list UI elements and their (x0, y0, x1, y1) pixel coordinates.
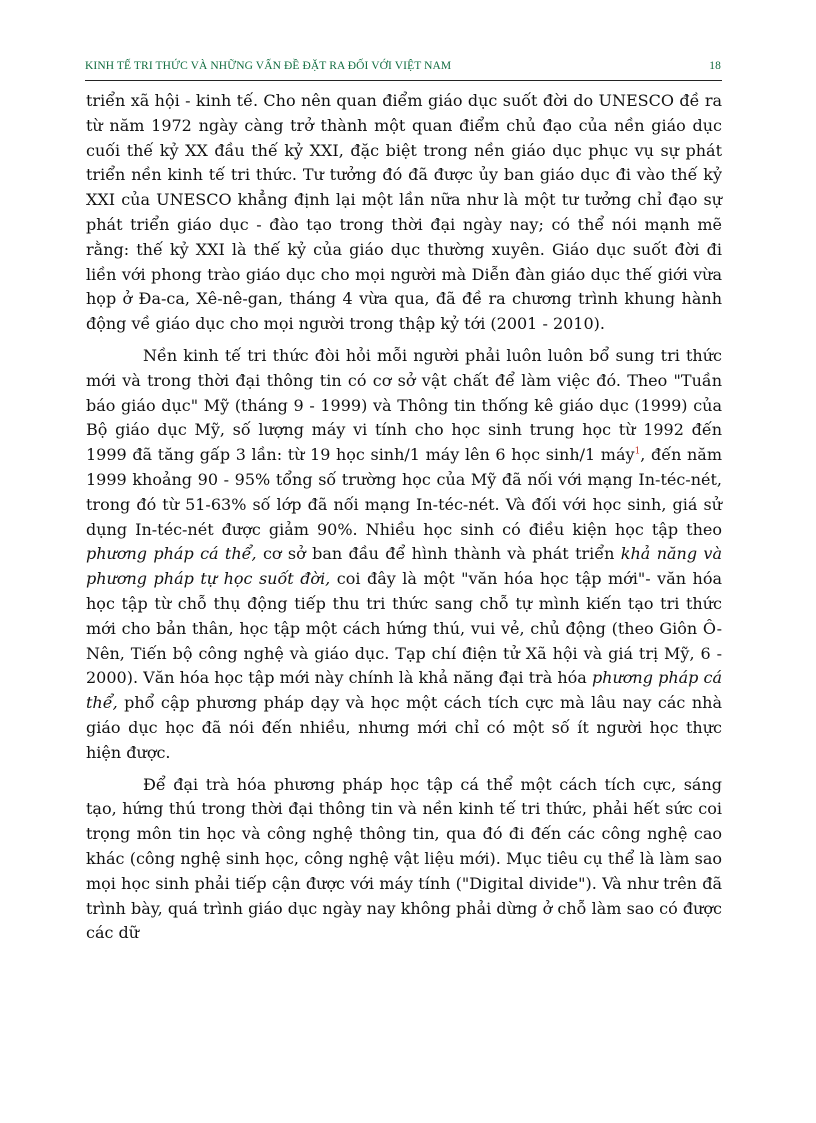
page-number: 18 (709, 60, 721, 72)
paragraph-1: triển xã hội - kinh tế. Cho nên quan điểm giáo dục suốt đời do UNESCO đề ra từ năm 1972 ngày càng trở thành một quan điểm chủ đạo của nền giáo dục cuối thế kỷ XX đầu thế kỷ XXI, đặc biệt trong nền giáo dục phục vụ sự phát triển nền kinh tế tri thức. Tư tưởng đó đã được ủy ban giáo dục đi vào thế kỷ XXI của UNESCO khẳng định lại một lần nữa như là một tư tưởng chỉ đạo sự phát triển giáo dục - đào tạo trong thời đại ngày nay; có thể nói mạnh mẽ rằng: thế kỷ XXI là thế kỷ của giáo dục thường xuyên. Giáo dục suốt đời đi liền với phong trào giáo dục cho mọi người mà Diễn đàn giáo dục thế giới vừa họp ở Đa-ca, Xê-nê-gan, tháng 4 vừa qua, đã đề ra chương trình khung hành động về giáo dục cho mọi người trong thập kỷ tới (2001 - 2010). (86, 91, 722, 334)
paragraph-2-text-3: cơ sở ban đầu để hình thành và phát triển (256, 544, 621, 564)
header-title: KINH TẾ TRI THỨC VÀ NHỮNG VẤN ĐỀ ĐẶT RA ĐỐI VỚI VIỆT NAM (85, 60, 452, 72)
paragraph-3: Để đại trà hóa phương pháp học tập cá thể một cách tích cực, sáng tạo, hứng thú trong thời đại thông tin và nền kinh tế tri thức, phải hết sức coi trọng môn tin học và công nghệ thông tin, qua đó đi đến các công nghệ cao khác (công nghệ sinh học, công nghệ vật liệu mới). Mục tiêu cụ thể là làm sao mọi học sinh phải tiếp cận được với máy tính ("Digital divide"). Và như trên đã trình bày, quá trình giáo dục ngày nay không phải dừng ở chỗ làm sao có được các dữ (86, 774, 722, 943)
paragraph-2 (86, 344, 722, 766)
running-header (85, 60, 721, 72)
paragraph-2-text-1: Nền kinh tế tri thức đòi hỏi mỗi người phải luôn luôn bổ sung tri thức mới và trong thời đại thông tin có cơ sở vật chất để làm việc đó. Theo "Tuần báo giáo dục" Mỹ (tháng 9 - 1999) và Thông tin thống kê giáo dục (1999) của Bộ giáo dục Mỹ, số lượng máy vi tính cho học sinh trung học từ 1992 đến 1999 đã tăng gấp 3 lần: từ 19 học sinh/1 máy lên 6 học sinh/1 máy (86, 345, 722, 465)
emphasis-kha-nang-tu-hoc: khả năng và phương pháp tự học suốt đời, (86, 544, 723, 589)
page-body (86, 89, 722, 946)
paragraph-2-text-4: coi đây là một "văn hóa học tập mới"- văn hóa học tập từ chỗ thụ động tiếp thu tri thức sang chỗ tự mình kiến tạo tri thức mới cho bản thân, học tập một cách hứng thú, vui vẻ, chủ động (theo Giôn Ô-Nên, Tiến bộ công nghệ và giáo dục. Tạp chí điện tử Xã hội và giá trị Mỹ, 6 - 2000). Văn hóa học tập mới này chính là khả năng đại trà hóa (86, 569, 723, 688)
footnote-marker[interactable]: 1 (634, 446, 641, 457)
paragraph-2-text-2: , đến năm 1999 khoảng 90 - 95% tổng số trường học của Mỹ đã nối với mạng In-téc-nét, trong đó từ 51-63% số lớp đã nối mạng In-téc-nét. Và đối với học sinh, giá sử dụng In-téc-nét được giảm 90%. Nhiều học sinh có điều kiện học tập theo (86, 445, 722, 539)
emphasis-phuong-phap-ca-the-1: phương pháp cá thể, (86, 544, 257, 564)
paragraph-2-text-5: phổ cập phương pháp dạy và học một cách tích cực mà lâu nay các nhà giáo dục học đã nói đến nhiều, nhưng mới chỉ có một số ít người học thực hiện được. (86, 693, 722, 762)
header-rule (85, 80, 722, 81)
emphasis-phuong-phap-ca-the-2: phương pháp cá thể, (86, 668, 723, 713)
